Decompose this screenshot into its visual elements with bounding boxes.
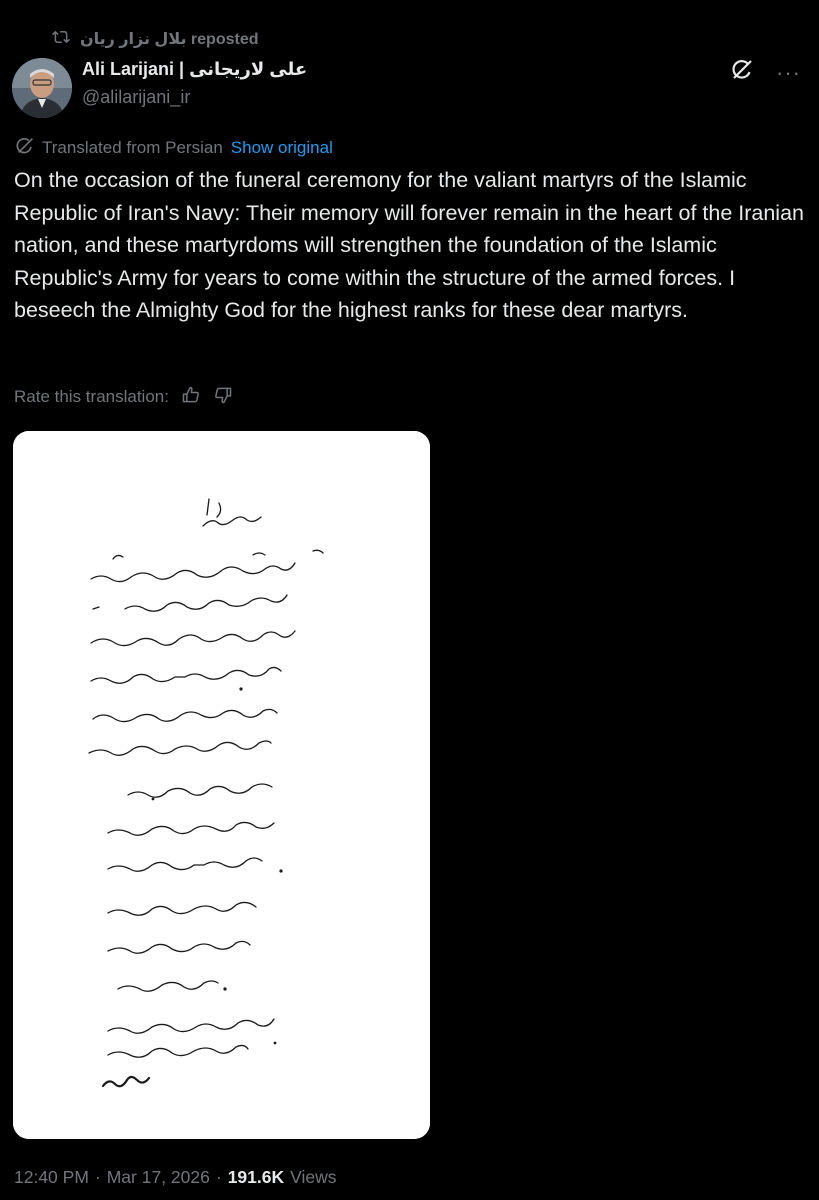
rate-label: Rate this translation: — [14, 387, 169, 406]
show-original-link[interactable]: Show original — [230, 138, 333, 157]
handwritten-letter-drawing — [13, 431, 430, 1139]
top-icons — [730, 58, 801, 87]
tweet-meta — [14, 1164, 337, 1190]
views-label[interactable]: Views — [290, 1166, 337, 1187]
translated-label: Translated from Persian — [42, 138, 223, 157]
thumbs-up-icon[interactable] — [181, 385, 201, 410]
translate-icon — [14, 135, 36, 162]
views-count[interactable]: 191.6K — [227, 1166, 285, 1187]
handle[interactable]: @alilarijani_ir — [82, 87, 191, 107]
rate-translation — [14, 384, 233, 410]
repost-header[interactable] — [52, 27, 258, 51]
repost-icon — [52, 28, 70, 51]
translation-notice — [14, 136, 333, 160]
grok-icon[interactable] — [730, 58, 754, 87]
tweet-date[interactable]: Mar 17, 2026 — [106, 1166, 210, 1187]
meta-separator-2: · — [215, 1166, 222, 1187]
thumbs-down-icon[interactable] — [213, 385, 233, 410]
tweet-text: On the occasion of the funeral ceremony for the valiant martyrs of the Islamic Republic of Iran's Navy: Their memory will forever remain in the heart of the Iranian nation, and these martyrdoms will strengthen the foundation of the Islamic Republic's Army for years to come within the structure of the armed forces. I beseech the Almighty God for the highest ranks for these dear martyrs. — [14, 168, 804, 322]
avatar[interactable] — [12, 58, 72, 118]
meta-separator: · — [94, 1166, 101, 1187]
repost-text[interactable]: بلال نزار ریان reposted — [80, 31, 259, 48]
tweet-time[interactable]: 12:40 PM — [14, 1166, 89, 1187]
display-name[interactable]: Ali Larijani | علی لاریجانی — [82, 59, 308, 79]
handwritten-letter-image[interactable] — [13, 431, 430, 1139]
more-icon[interactable]: ··· — [776, 59, 801, 85]
